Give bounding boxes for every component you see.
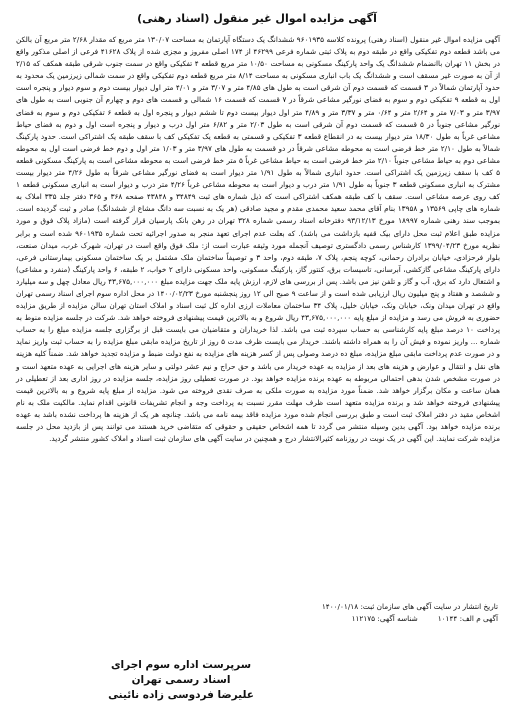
publication-details (0, 601, 514, 625)
notice-body-paragraph: آگهی مزایده اموال غیر منقول (اسناد رهنی) پرونده کلاسه ۹۶۰۱۹۳۵ ششدانگ یک دستگاه آپارتمان به مساحت ۱۳۰/۰۷ متر مربع که مقدار ۲/۶۸ متر مربع آن بالکن می باشد قطعه دوم تفکیکی واقع در طبقه دوم به پلاک ثبتی شماره فرعی ۴۶۲۹۹ از ۱۷۴ اصلی مفروز و مجزی شده از پلاک ۴۱۶۲۸ فرعی از اصلی مذکور واقع در بخش ۱۱ تهران باانضمام ششدانگ یک واحد پارکینگ مسکونی به مساحت ۱۰/۵۰ متر مربع قطعه ۴ تفکیکی واقع در سمت جنوب شرقی طبقه همکف که ۲/۱۵ از آن به صورت غیر مسقف است و ششدانگ یک باب انباری مسکونی به مساحت ۸/۱۴ متر مربع قطعه دوم تفکیکی واقع در سمت شمالی زیرزمین یک محدود به حدود آپارتمان شمالاً در ۳ قسمت که قسمت دوم آن شرقی است به طول های ۴/۸۵ متر و ۳/۰۷ متر و ۴/۰۱ متر اول دیوار بیست دوم و سوم دیوار و پنجره است اول به قطعه ۹ تفکیکی دوم و سوم به فضای نورگیر مشاعی شرقاً در ۷ قسمت که قسمت ۱۶ شمالی و قسمت های دوم و چهارم آن جنوبی است به طول های ۳/۹۷ متر و ۷/۰۳ متر و ۲/۶۴ متر و ۰/۶۴ متر و ۳/۳۷ متر و ۴/۸۹ متر اول دیوار بیست دوم تا ششم دیوار و پنجره اول به قطعه ۶ تفکیکی دوم و سوم به فضای نورگیر مشاعی جنوباً در ۵ قسمت که قسمت دوم آن شرقی است به طول ۲/۰۳ متر و ۶/۸۲ متر اول درب و دیوار و پنجره است اول و دوم به فضای حیاط مشاعی غرباً به طول ۱۸/۳۰ متر دیوار بیست به در انقطاع قطعه ۳ تفکیکی و قسمتی به قطعه یک تفکیکی کف با سقف طبقه یک اشتراکی است. حدود پارکینگ شمالاً به طول ۲/۱۰ متر خط فرضی است به محوطه مشاعی شرقاً در دو قسمت به طول های ۳/۹۷ متر و ۱/۰۳ متر اول و دوم خط فرضی است اول به محوطه مشاعی دوم به حیاط مشاعی جنوباً ۲/۱۰ متر خط فرضی است به حیاط مشاعی غرباً ۵ متر خط فرضی است به محوطه مشاعی است به پارکینگ مسکونی قطعه ۵ کف با سقف زیرزمین یک اشتراکی است. حدود انباری شمالاً به طول ۱/۹۱ متر دیوار است به فضای نورگیر مشاعی شرقاً به طول ۴/۲۶ متر دیوار بیست مشترک به انباری مسکونی قطعه ۳ جنوباً به طول ۱/۹۱ متر درب و دیوار است به محوطه مشاعی غرباً ۴/۲۶ متر درب و دیوار است به انباری مسکونی قطعه ۱ کف روی عرصه مشاعی است. سقف با کف طبقه همکف اشتراکی است که ذیل شماره های ثبت ۳۴۸۴۹ و ۴۳۸۴۸ صفحه ۳۶۸ و ۳۶۵ دفتر جلد ۳۳۵ املاک به شماره های چاپی ۱۳۵۶۹ و ۱۳۹۵۸ بنام آقای محمد سعید محمدی مقدم و مجید صادقی (هر یک به نسبت سه دانگ مشاع از ششدانگ) صادر و ثبت گردیده است. بموجب سند رهنی شماره ۱۸۹۹۷ مورخ ۹۳/۱۲/۱۳ دفترخانه اسناد رسمی شماره ۳۲۸ تهران در رهن بانک پارسیان قرار گرفته است (مازاد پلاک فوق و مورد مزایده طبق اعلام ثبت محل دارای بیک قفیه بازداشت می باشد). که بعلت عدم اجرای تعهد منجر به صدور اجرائیه تحت شماره ۹۶۰۱۹۳۵ شده است و برابر نظریه مورخ ۱۳۹۹/۰۴/۲۳ کارشناس رسمی دادگستری توصیف آنجمله مورد وثیقه عبارت است از: ملک فوق واقع است در تهران، شهرک غرب، میدان صنعت، بلوار فرحزادی، خیابان برادران رحمانی، کوچه پنجم، پلاک ۷، طبقه دوم، واحد ۳ و توصیفاً ساختمان ملک مشتمل بر یک ساختمان مسکونی بیمارستانی فرعی، دارای پارکینگ مشاعی گازکشی، آبرسانی، تاسیسات برق، کنتور گاز، پارکینگ مسکونی، واحد مسکونی دارای ۲ خواب، ۲ طبقه، ۶ واحد پارکینگ (منفرد و مشاعی) و اشتغال دارد که برق، آب و گاز و تلفن نیز می باشد. پس از بررسی های لازم، ارزش پایه ملک جهت مزایده مبلغ ۴۳,۶۷۵,۰۰۰,۰۰۰ ریال معادل چهل و سه میلیارد و ششصد و هفتاد و پنج میلیون ریال ارزیابی شده است و از ساعت ۹ صبح الی ۱۲ روز پنجشنبه مورخ ۱۴۰۰/۰۲/۲۳ در محل اداره سوم اجرای اسناد رسمی تهران واقع در تهران میدان ونک، خیابان ونک، خیابان خلیل، پلاک ۳۴ ساختمان معاملات ارزی اداره کل ثبت اسناد و املاک استان تهران سالن مزایده از طریق مزایده حضوری به فروش می رسد و مزایده از مبلغ پایه ۴۳,۶۷۵,۰۰۰,۰۰۰ ریال شروع و به بالاترین قیمت پیشنهادی فروخته خواهد شد. شرکت در جلسه مزایده منوط به پرداخت ۱۰ درصد مبلغ پایه کارشناسی به حساب سپرده ثبت می باشد. لذا خریداران و متقاضیان می بایست قبل از برگزاری جلسه مزایده مبلغ را به حساب شماره ... واریز نموده و فیش آن را به همراه داشته باشند. خریدار می بایست ظرف مدت ۵ روز از تاریخ مزایده مابقی مبلغ مزایده را به حساب ثبت واریز نماید و در صورت عدم پرداخت مابقی مبلغ مزایده، مبلغ ده درصد وصولی پس از کسر هزینه های مزایده به نفع دولت ضبط و مزایده تجدید خواهد شد. ضمناً کلیه هزینه های نقل و انتقال و عوارض و هزینه های بعد از مزایده به عهده خریدار می باشد و حق حراج و نیم عشر دولتی و سایر هزینه های اجرایی به عهده متعهد است و در صورت مشخص شدن بدهی احتمالی مربوطه به عهده برنده مزایده خواهد بود. در صورت تعطیلی روز مزایده، جلسه مزایده در روز اداری بعد از تعطیلی در همان ساعت و مکان برگزار خواهد شد. ضمناً مورد مزایده به صورت ملکی به صرف نقدی فروخته می شود. مزایده از مبلغ پایه شروع و به بالاترین قیمت پیشنهادی فروخته خواهد شد و برنده مزایده متعهد است ظرف مهلت مقرر نسبت به پرداخت وجه و انجام تشریفات قانونی اقدام نماید. مالکیت ملک به نام اشخاص مقید در دفتر املاک ثبت است و طبق بررسی انجام شده مورد مزایده فاقد بیمه نامه می باشد. چنانچه هر یک از هزینه ها پرداخت نشده باشد به عهده برنده مزایده خواهد بود. آگهی بدین وسیله منتشر می گردد تا همه اشخاص حقیقی و حقوقی که متقاضی خرید هستند می توانند پس از بازدید محل در جلسه مزایده شرکت نمایند. این آگهی در یک نوبت در روزنامه کثیرالانتشار درج و همچنین در سایت آگهی های سازمان ثبت اسناد و املاک کشور منتشر گردید. (16, 35, 501, 444)
notice-id: شناسه آگهی: ۱۱۲۱۷۵ (351, 614, 418, 624)
signature-block (96, 658, 266, 703)
notice-body (16, 34, 500, 445)
notice-title: آگهی مزایده اموال غیر منقول (اسناد رهنی) (137, 12, 377, 25)
signature-name: علیرضا فردوسی زاده نائینی (108, 689, 254, 701)
publish-date-line: تاریخ انتشار در سایت آگهی های سازمان ثبت: ۱۴۰۰/۰۱/۱۸ (321, 602, 498, 611)
notice-identifiers (0, 613, 498, 625)
notice-code: آگهی م الف: ۱۰۱۴۴ (437, 614, 498, 624)
signature-title: سرپرست اداره سوم اجرای اسناد رسمی تهران (110, 659, 252, 686)
